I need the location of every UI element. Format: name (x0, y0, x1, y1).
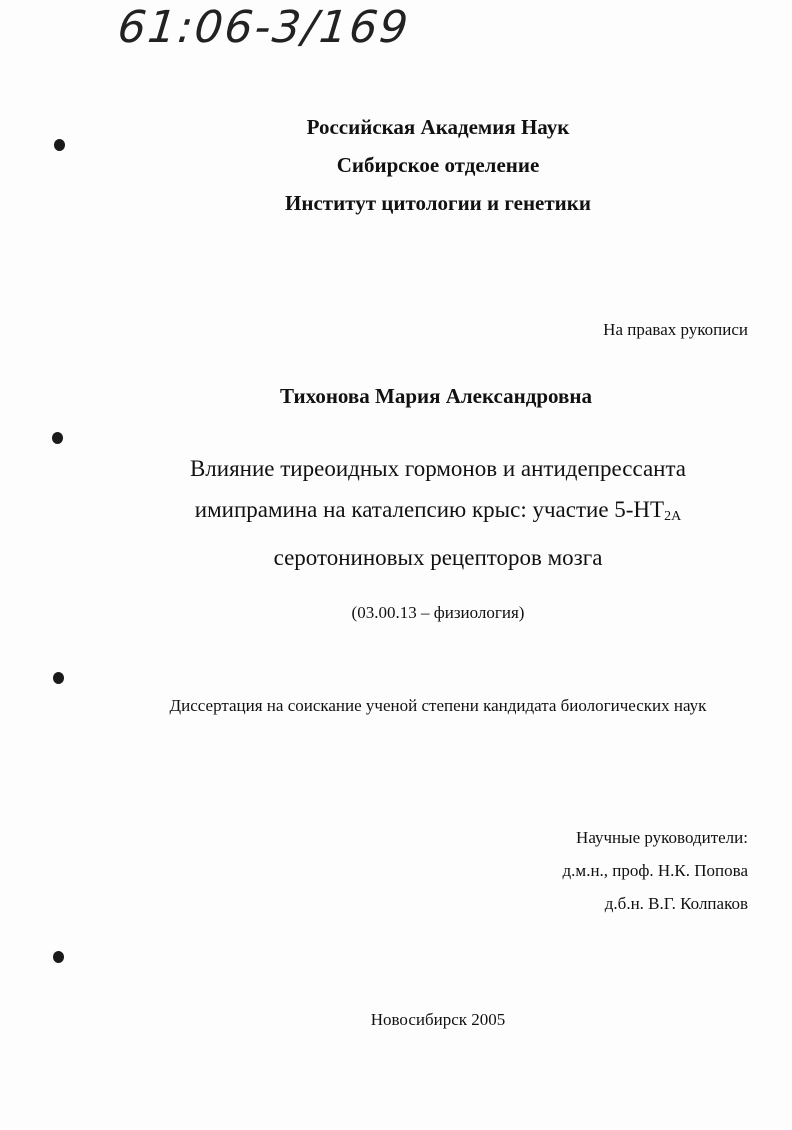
advisor-2: д.б.н. В.Г. Колпаков (604, 894, 748, 913)
organization-header (42, 108, 792, 222)
scientific-advisors (448, 821, 748, 920)
punch-hole-mark (53, 672, 64, 684)
title-line-1: Влияние тиреоидных гормонов и антидепрессанта (189, 456, 687, 481)
org-institute: Институт цитологии и генетики (285, 191, 591, 215)
city-and-year: Новосибирск 2005 (370, 1010, 506, 1029)
handwritten-archive-code: 61:06-3/169 (115, 2, 413, 53)
org-branch: Сибирское отделение (336, 153, 540, 177)
dissertation-title (42, 448, 792, 578)
degree-statement: Диссертация на соискание ученой степени кандидата биологических наук (169, 696, 707, 715)
org-academy: Российская Академия Наук (306, 115, 570, 139)
punch-hole-mark (53, 951, 64, 963)
title-line-2-main: имипрамина на каталепсию крыс: участие 5-HT (194, 497, 665, 522)
receptor-subscript: 2A (664, 509, 682, 524)
title-line-3: серотониновых рецепторов мозга (273, 545, 603, 570)
title-line-2 (42, 489, 792, 537)
advisor-1: д.м.н., проф. Н.К. Попова (562, 861, 748, 880)
punch-hole-mark (52, 432, 63, 444)
manuscript-rights-note: На правах рукописи (603, 320, 748, 339)
specialty-code: (03.00.13 – физиология) (351, 603, 525, 622)
advisors-heading: Научные руководители: (576, 828, 748, 847)
author-name: Тихонова Мария Александровна (280, 384, 592, 408)
